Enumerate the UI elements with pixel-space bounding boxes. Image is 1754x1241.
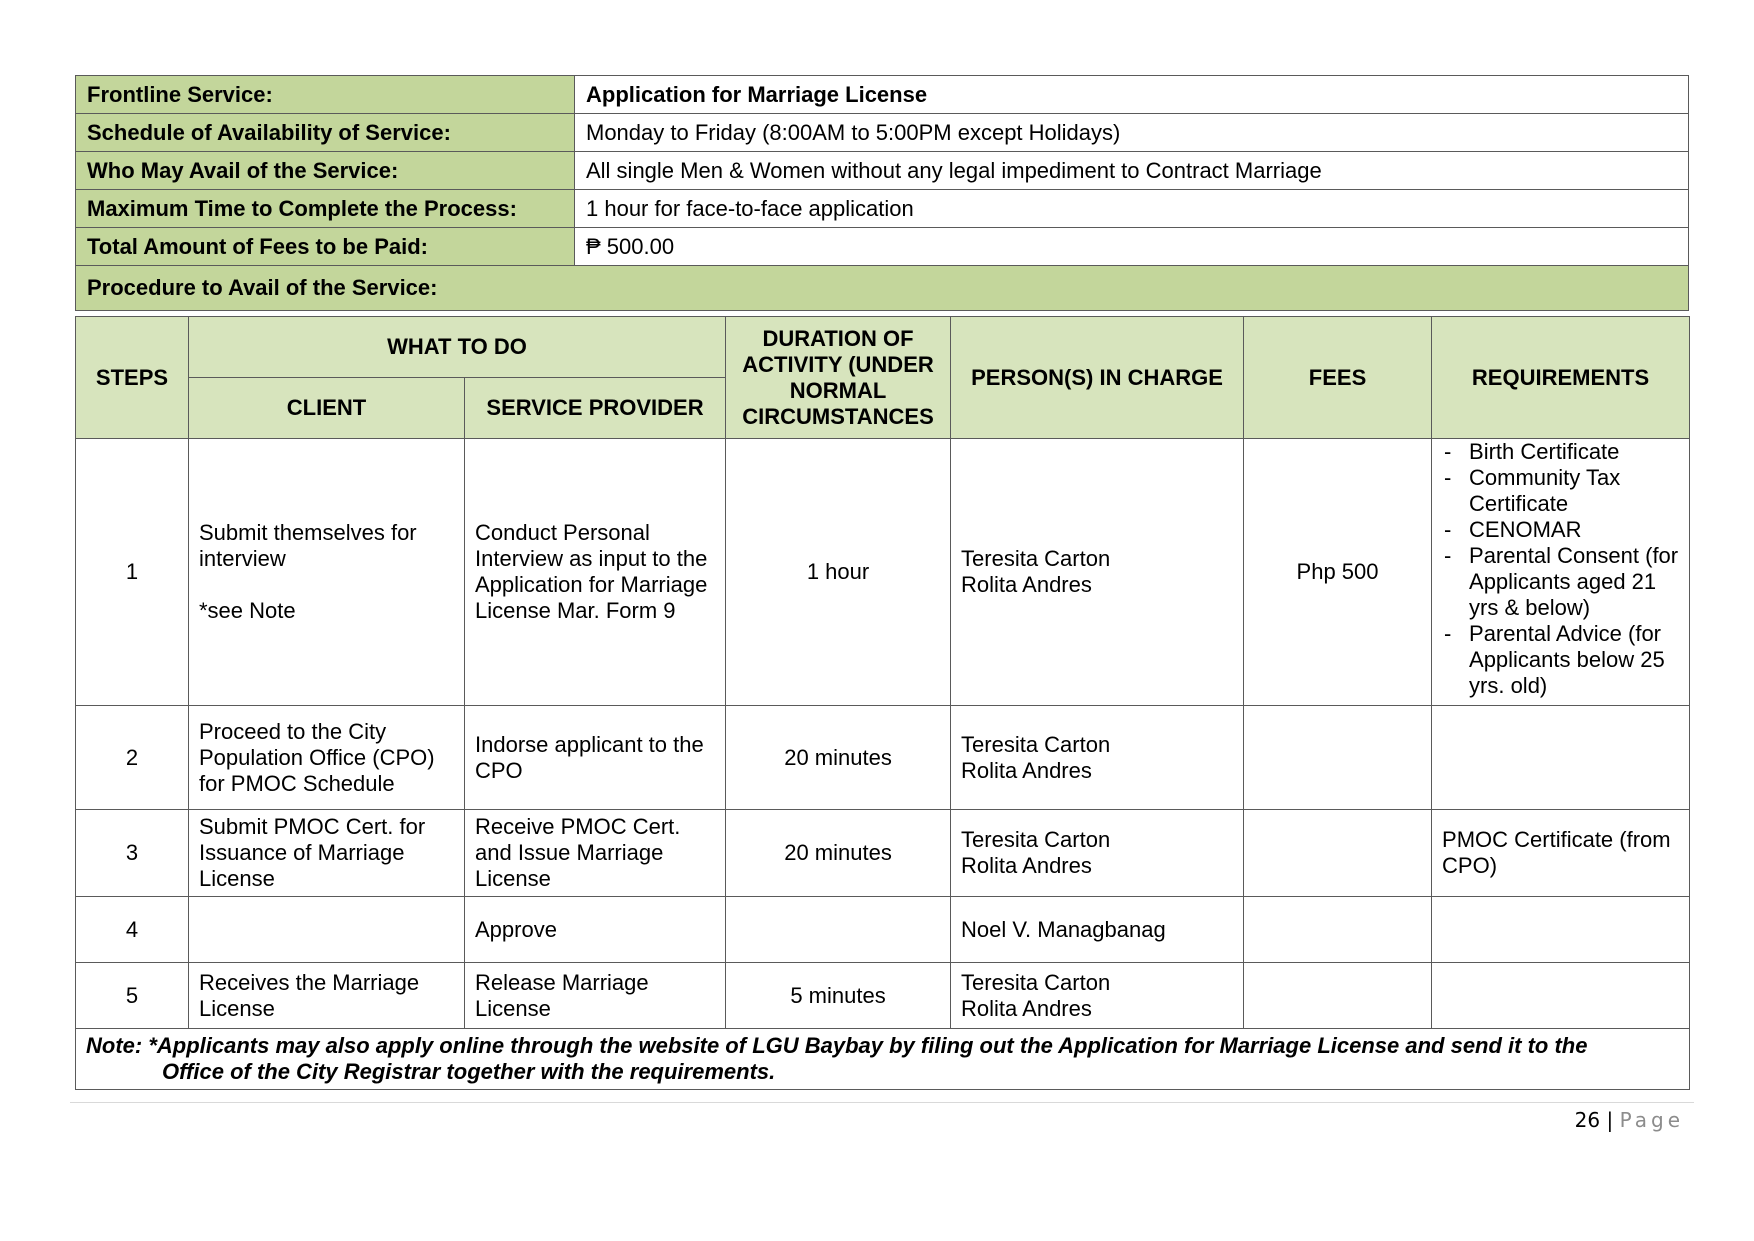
page-footer xyxy=(1575,1106,1684,1134)
step-number: 2 xyxy=(76,706,189,810)
note-row xyxy=(76,1029,1690,1090)
info-value: ₱ 500.00 xyxy=(575,228,1689,266)
client-action xyxy=(189,897,465,963)
list-item: - CENOMAR xyxy=(1442,517,1679,543)
provider-action: Approve xyxy=(465,897,726,963)
info-value: Application for Marriage License xyxy=(575,76,1689,114)
header-persons-in-charge: PERSON(S) IN CHARGE xyxy=(951,317,1244,439)
requirements xyxy=(1432,963,1690,1029)
info-row-max-time xyxy=(76,190,1689,228)
client-action: Submit PMOC Cert. for Issuance of Marriage License xyxy=(189,810,465,897)
list-item: - Community Tax Certificate xyxy=(1442,465,1679,517)
client-action-text: Submit themselves for interview xyxy=(199,520,417,571)
persons-in-charge xyxy=(951,439,1244,706)
duration xyxy=(726,897,951,963)
fees xyxy=(1244,810,1432,897)
client-action-note: *see Note xyxy=(199,598,296,623)
requirements xyxy=(1432,706,1690,810)
requirements xyxy=(1432,897,1690,963)
provider-action: Conduct Personal Interview as input to the Application for Marriage License Mar. Form 9 xyxy=(465,439,726,706)
fees xyxy=(1244,897,1432,963)
provider-action: Receive PMOC Cert. and Issue Marriage License xyxy=(465,810,726,897)
client-action: Receives the Marriage License xyxy=(189,963,465,1029)
note-line-2: Office of the City Registrar together with the requirements. xyxy=(162,1059,776,1084)
person-name: Rolita Andres xyxy=(961,572,1092,597)
person-name: Teresita Carton xyxy=(961,827,1111,852)
header-fees: FEES xyxy=(1244,317,1432,439)
header-requirements: REQUIREMENTS xyxy=(1432,317,1690,439)
list-item: - Parental Consent (for Applicants aged 21 yrs & below) xyxy=(1442,543,1679,621)
header-service-provider: SERVICE PROVIDER xyxy=(465,378,726,439)
header-what-to-do: WHAT TO DO xyxy=(189,317,726,378)
info-row-schedule xyxy=(76,114,1689,152)
persons-in-charge xyxy=(951,897,1244,963)
duration: 20 minutes xyxy=(726,810,951,897)
info-label: Who May Avail of the Service: xyxy=(76,152,575,190)
list-item: - Birth Certificate xyxy=(1442,439,1679,465)
step-number: 4 xyxy=(76,897,189,963)
header-row-1 xyxy=(76,317,1690,378)
header-client: CLIENT xyxy=(189,378,465,439)
service-info-table xyxy=(75,75,1689,311)
persons-in-charge xyxy=(951,706,1244,810)
fees xyxy=(1244,706,1432,810)
page-word: Page xyxy=(1619,1108,1684,1132)
info-row-total-fees xyxy=(76,228,1689,266)
person-name: Rolita Andres xyxy=(961,853,1092,878)
duration: 5 minutes xyxy=(726,963,951,1029)
procedure-heading: Procedure to Avail of the Service: xyxy=(76,266,1689,311)
table-row xyxy=(76,963,1690,1029)
table-row xyxy=(76,897,1690,963)
info-value: Monday to Friday (8:00AM to 5:00PM except Holidays) xyxy=(575,114,1689,152)
table-row xyxy=(76,706,1690,810)
list-item: - Parental Advice (for Applicants below 25 yrs. old) xyxy=(1442,621,1679,699)
provider-action: Release Marriage License xyxy=(465,963,726,1029)
client-action: Proceed to the City Population Office (CPO) for PMOC Schedule xyxy=(189,706,465,810)
step-number: 1 xyxy=(76,439,189,706)
step-number: 5 xyxy=(76,963,189,1029)
step-number: 3 xyxy=(76,810,189,897)
provider-action: Indorse applicant to the CPO xyxy=(465,706,726,810)
page-separator: | xyxy=(1606,1108,1614,1132)
table-row xyxy=(76,439,1690,706)
person-name: Teresita Carton xyxy=(961,546,1111,571)
info-label: Maximum Time to Complete the Process: xyxy=(76,190,575,228)
client-action xyxy=(189,439,465,706)
requirements-list xyxy=(1442,439,1679,699)
person-name: Teresita Carton xyxy=(961,969,1111,995)
page-number: 26 xyxy=(1574,1108,1601,1132)
info-value: 1 hour for face-to-face application xyxy=(575,190,1689,228)
table-row xyxy=(76,810,1690,897)
info-row-who-may-avail xyxy=(76,152,1689,190)
procedure-table xyxy=(75,316,1690,1090)
persons-in-charge xyxy=(951,810,1244,897)
info-label: Schedule of Availability of Service: xyxy=(76,114,575,152)
note-line-1: Note: *Applicants may also apply online through the website of LGU Baybay by filing out the Application for Marriage License and send it to the xyxy=(86,1033,1588,1058)
footer-divider xyxy=(70,1102,1694,1103)
person-name: Rolita Andres xyxy=(961,995,1092,1021)
header-steps: STEPS xyxy=(76,317,189,439)
person-name: Rolita Andres xyxy=(961,757,1092,783)
fees: Php 500 xyxy=(1244,439,1432,706)
procedure-heading-row xyxy=(76,266,1689,311)
persons-in-charge xyxy=(951,963,1244,1029)
duration: 20 minutes xyxy=(726,706,951,810)
fees xyxy=(1244,963,1432,1029)
person-name: Noel V. Managbanag xyxy=(961,916,1166,942)
duration: 1 hour xyxy=(726,439,951,706)
info-label: Total Amount of Fees to be Paid: xyxy=(76,228,575,266)
person-name: Teresita Carton xyxy=(961,731,1111,757)
info-row-frontline-service xyxy=(76,76,1689,114)
note-text xyxy=(76,1029,1690,1090)
info-value: All single Men & Women without any legal impediment to Contract Marriage xyxy=(575,152,1689,190)
header-duration: DURATION OF ACTIVITY (UNDER NORMAL CIRCUMSTANCES xyxy=(726,317,951,439)
info-label: Frontline Service: xyxy=(76,76,575,114)
requirements xyxy=(1432,439,1690,706)
requirements: PMOC Certificate (from CPO) xyxy=(1432,810,1690,897)
